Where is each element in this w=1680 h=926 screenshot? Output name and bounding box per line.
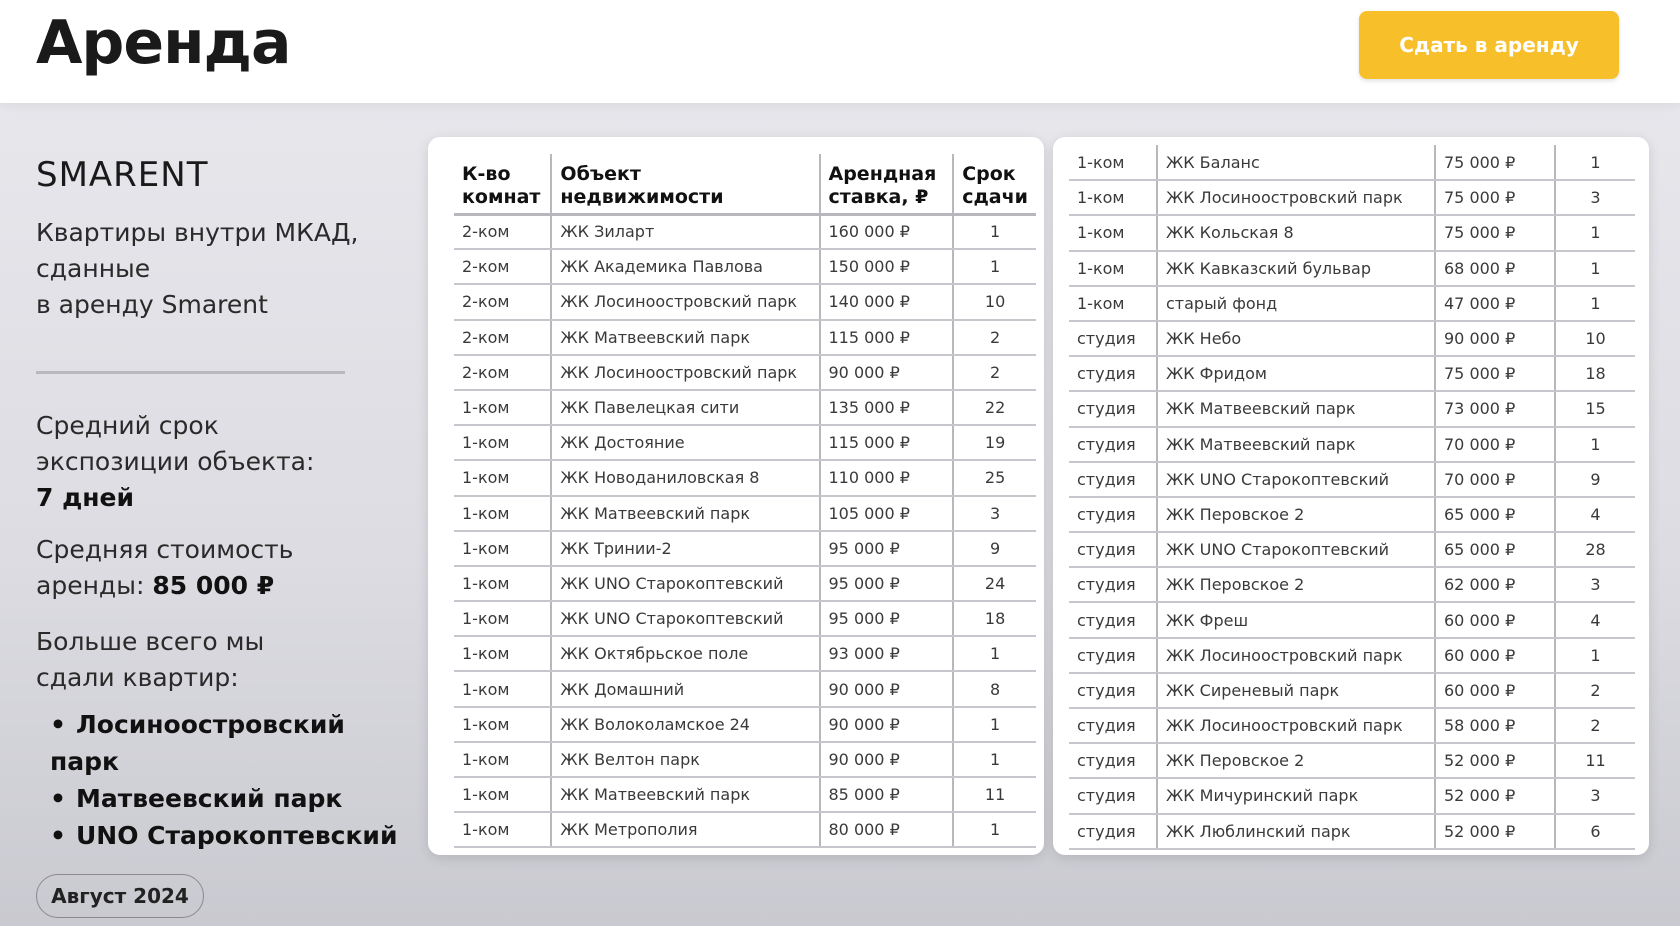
cell-object: ЖК UNO Старокоптевский xyxy=(551,601,819,636)
table-row xyxy=(1069,286,1635,321)
cell-object: ЖК Кавказский бульвар xyxy=(1157,251,1435,286)
page-title: Аренда xyxy=(36,8,291,78)
cell-term: 10 xyxy=(953,284,1036,319)
cell-object: ЖК Матвеевский парк xyxy=(551,320,819,355)
cell-object: ЖК Домашний xyxy=(551,671,819,706)
divider xyxy=(36,371,345,374)
cell-rate: 150 000 ₽ xyxy=(820,249,954,284)
table-row xyxy=(1069,814,1635,849)
cell-rate: 68 000 ₽ xyxy=(1435,251,1555,286)
table-row xyxy=(454,390,1036,425)
cell-rooms: студия xyxy=(1069,462,1157,497)
cell-rooms: 2-ком xyxy=(454,214,551,249)
header-rate: Арендная ставка, ₽ xyxy=(820,154,954,214)
cell-rooms: 1-ком xyxy=(454,636,551,671)
cell-term: 1 xyxy=(1555,427,1635,462)
table-row xyxy=(454,636,1036,671)
avg-cost-label: Средняя стоимость xyxy=(36,535,294,564)
exposure-label: экспозиции объекта: xyxy=(36,447,315,476)
cell-rate: 90 000 ₽ xyxy=(820,707,954,742)
table-row xyxy=(454,566,1036,601)
cell-rooms: студия xyxy=(1069,497,1157,532)
table-row xyxy=(1069,180,1635,215)
table-row xyxy=(1069,638,1635,673)
bullet-icon: • xyxy=(50,784,66,813)
rent-out-button[interactable]: Сдать в аренду xyxy=(1359,11,1619,79)
cell-object: ЖК Матвеевский парк xyxy=(551,777,819,812)
table-row xyxy=(1069,567,1635,602)
cell-rate: 52 000 ₽ xyxy=(1435,743,1555,778)
cell-rate: 60 000 ₽ xyxy=(1435,673,1555,708)
cell-rooms: 1-ком xyxy=(454,566,551,601)
cell-object: ЖК Лосиноостровский парк xyxy=(1157,708,1435,743)
cell-object: ЖК Лосиноостровский парк xyxy=(551,355,819,390)
cell-rate: 75 000 ₽ xyxy=(1435,356,1555,391)
cell-object: ЖК Лосиноостровский парк xyxy=(1157,180,1435,215)
table-row xyxy=(1069,778,1635,813)
cell-rooms: 1-ком xyxy=(454,707,551,742)
cell-object: ЖК Фреш xyxy=(1157,602,1435,637)
table-row xyxy=(1069,251,1635,286)
cell-object: ЖК UNO Старокоптевский xyxy=(1157,462,1435,497)
cell-term: 1 xyxy=(953,214,1036,249)
cell-rate: 140 000 ₽ xyxy=(820,284,954,319)
cell-term: 1 xyxy=(953,742,1036,777)
cell-rate: 62 000 ₽ xyxy=(1435,567,1555,602)
table-row xyxy=(454,460,1036,495)
cell-term: 25 xyxy=(953,460,1036,495)
cell-object: ЖК UNO Старокоптевский xyxy=(551,566,819,601)
cell-object: ЖК Велтон парк xyxy=(551,742,819,777)
cell-term: 9 xyxy=(953,531,1036,566)
cell-term: 2 xyxy=(1555,708,1635,743)
cell-rate: 75 000 ₽ xyxy=(1435,180,1555,215)
cell-rooms: студия xyxy=(1069,602,1157,637)
table-row xyxy=(1069,602,1635,637)
cell-rate: 75 000 ₽ xyxy=(1435,215,1555,250)
cell-rate: 60 000 ₽ xyxy=(1435,602,1555,637)
cell-rate: 90 000 ₽ xyxy=(820,355,954,390)
cell-object: ЖК Перовское 2 xyxy=(1157,567,1435,602)
cell-rooms: 1-ком xyxy=(454,390,551,425)
sidebar xyxy=(36,155,416,854)
cell-rooms: 1-ком xyxy=(454,671,551,706)
cell-object: ЖК Метрополия xyxy=(551,812,819,847)
cell-rooms: 2-ком xyxy=(454,355,551,390)
cell-rooms: студия xyxy=(1069,778,1157,813)
cell-rooms: студия xyxy=(1069,567,1157,602)
cell-object: ЖК Баланс xyxy=(1157,145,1435,180)
table-row xyxy=(1069,427,1635,462)
rentals-table-card-right xyxy=(1053,137,1649,855)
cell-rate: 80 000 ₽ xyxy=(820,812,954,847)
cell-object: ЖК Матвеевский парк xyxy=(1157,391,1435,426)
header-object: Объект недвижимости xyxy=(551,154,819,214)
cell-term: 1 xyxy=(1555,638,1635,673)
cell-rooms: 2-ком xyxy=(454,249,551,284)
table-row xyxy=(454,742,1036,777)
cell-rate: 90 000 ₽ xyxy=(1435,321,1555,356)
cell-rooms: 1-ком xyxy=(454,531,551,566)
cell-rate: 52 000 ₽ xyxy=(1435,814,1555,849)
cell-object: ЖК Матвеевский парк xyxy=(1157,427,1435,462)
cell-term: 15 xyxy=(1555,391,1635,426)
table-row xyxy=(454,671,1036,706)
table-row xyxy=(454,249,1036,284)
table-row xyxy=(1069,462,1635,497)
cell-rooms: студия xyxy=(1069,638,1157,673)
table-row xyxy=(454,777,1036,812)
cell-term: 2 xyxy=(953,320,1036,355)
cell-term: 1 xyxy=(1555,286,1635,321)
cell-rooms: 1-ком xyxy=(454,425,551,460)
cell-term: 18 xyxy=(953,601,1036,636)
cell-term: 1 xyxy=(1555,251,1635,286)
cell-object: ЖК Тринии-2 xyxy=(551,531,819,566)
cell-rooms: студия xyxy=(1069,321,1157,356)
cell-rooms: студия xyxy=(1069,814,1157,849)
cell-term: 1 xyxy=(953,812,1036,847)
cell-rooms: 1-ком xyxy=(454,496,551,531)
cell-term: 11 xyxy=(1555,743,1635,778)
header xyxy=(0,0,1680,103)
cell-rooms: 1-ком xyxy=(454,601,551,636)
cell-rate: 95 000 ₽ xyxy=(820,566,954,601)
cell-term: 3 xyxy=(1555,778,1635,813)
cell-object: ЖК Фридом xyxy=(1157,356,1435,391)
table-row xyxy=(1069,708,1635,743)
table-row xyxy=(1069,145,1635,180)
cell-rate: 47 000 ₽ xyxy=(1435,286,1555,321)
cell-rate: 135 000 ₽ xyxy=(820,390,954,425)
header-rooms: К-во комнат xyxy=(454,154,551,214)
cell-term: 1 xyxy=(953,636,1036,671)
cell-object: старый фонд xyxy=(1157,286,1435,321)
cell-rate: 65 000 ₽ xyxy=(1435,532,1555,567)
cell-object: ЖК Лосиноостровский парк xyxy=(551,284,819,319)
cell-term: 19 xyxy=(953,425,1036,460)
cell-term: 9 xyxy=(1555,462,1635,497)
brand-name: SMARENT xyxy=(36,155,209,195)
cell-rooms: студия xyxy=(1069,532,1157,567)
cell-term: 18 xyxy=(1555,356,1635,391)
cell-rooms: 1-ком xyxy=(454,460,551,495)
exposure-label: Средний срок xyxy=(36,411,219,440)
table-row xyxy=(454,320,1036,355)
avg-cost-line: аренды: 85 000 ₽ xyxy=(36,571,275,600)
cell-object: ЖК Зиларт xyxy=(551,214,819,249)
cell-rate: 90 000 ₽ xyxy=(820,671,954,706)
rentals-table-right xyxy=(1069,145,1635,850)
cell-object: ЖК Перовское 2 xyxy=(1157,743,1435,778)
cell-object: ЖК Достояние xyxy=(551,425,819,460)
cell-object: ЖК Матвеевский парк xyxy=(551,496,819,531)
table-row xyxy=(454,355,1036,390)
table-row xyxy=(1069,673,1635,708)
cell-term: 2 xyxy=(1555,673,1635,708)
date-badge: Август 2024 xyxy=(36,874,204,918)
cell-rooms: 2-ком xyxy=(454,284,551,319)
list-item: • UNO Старокоптевский xyxy=(50,817,416,854)
table-row xyxy=(1069,497,1635,532)
cell-term: 8 xyxy=(953,671,1036,706)
cell-rate: 70 000 ₽ xyxy=(1435,427,1555,462)
cell-rooms: 1-ком xyxy=(1069,251,1157,286)
cell-rate: 75 000 ₽ xyxy=(1435,145,1555,180)
cell-rate: 95 000 ₽ xyxy=(820,601,954,636)
cell-term: 4 xyxy=(1555,602,1635,637)
bullet-icon: • xyxy=(50,821,66,850)
cell-rate: 70 000 ₽ xyxy=(1435,462,1555,497)
table-row xyxy=(454,812,1036,847)
cell-term: 28 xyxy=(1555,532,1635,567)
intro-line: сданные xyxy=(36,254,151,283)
cell-rooms: студия xyxy=(1069,427,1157,462)
cell-object: ЖК Перовское 2 xyxy=(1157,497,1435,532)
cell-rate: 52 000 ₽ xyxy=(1435,778,1555,813)
cell-rooms: студия xyxy=(1069,356,1157,391)
cell-object: ЖК Лосиноостровский парк xyxy=(1157,638,1435,673)
table-row xyxy=(454,284,1036,319)
cell-object: ЖК Кольская 8 xyxy=(1157,215,1435,250)
cell-rate: 58 000 ₽ xyxy=(1435,708,1555,743)
cell-object: ЖК Октябрьское поле xyxy=(551,636,819,671)
table-row xyxy=(1069,356,1635,391)
cell-rooms: студия xyxy=(1069,708,1157,743)
cell-object: ЖК Люблинский парк xyxy=(1157,814,1435,849)
cell-rate: 85 000 ₽ xyxy=(820,777,954,812)
cell-rate: 93 000 ₽ xyxy=(820,636,954,671)
cell-object: ЖК Небо xyxy=(1157,321,1435,356)
cell-term: 1 xyxy=(953,707,1036,742)
cell-rate: 90 000 ₽ xyxy=(820,742,954,777)
rentals-table-left xyxy=(454,154,1036,848)
cell-rooms: 1-ком xyxy=(454,777,551,812)
cell-rooms: 1-ком xyxy=(1069,180,1157,215)
bullet-icon: • xyxy=(50,710,66,739)
avg-cost-stat xyxy=(36,532,416,604)
cell-rate: 160 000 ₽ xyxy=(820,214,954,249)
cell-object: ЖК Новоданиловская 8 xyxy=(551,460,819,495)
table-row xyxy=(454,601,1036,636)
cell-rooms: студия xyxy=(1069,391,1157,426)
avg-cost-value: 85 000 ₽ xyxy=(152,571,275,600)
cell-rate: 115 000 ₽ xyxy=(820,425,954,460)
cell-term: 1 xyxy=(1555,215,1635,250)
table-row xyxy=(1069,391,1635,426)
most-rented-stat xyxy=(36,624,416,696)
intro-line: Квартиры внутри МКАД, xyxy=(36,218,359,247)
exposure-value: 7 дней xyxy=(36,483,135,512)
cell-object: ЖК Волоколамское 24 xyxy=(551,707,819,742)
intro-text xyxy=(36,215,416,323)
table-row xyxy=(1069,321,1635,356)
table-row xyxy=(454,496,1036,531)
cell-rooms: 1-ком xyxy=(454,742,551,777)
exposure-stat xyxy=(36,408,416,516)
cell-rooms: 1-ком xyxy=(1069,286,1157,321)
cell-term: 1 xyxy=(953,249,1036,284)
cell-term: 3 xyxy=(1555,180,1635,215)
cell-term: 3 xyxy=(1555,567,1635,602)
cell-term: 6 xyxy=(1555,814,1635,849)
cell-rate: 115 000 ₽ xyxy=(820,320,954,355)
top-complexes-list xyxy=(36,706,416,854)
cell-term: 11 xyxy=(953,777,1036,812)
table-row xyxy=(454,707,1036,742)
cell-rate: 110 000 ₽ xyxy=(820,460,954,495)
cell-rooms: 2-ком xyxy=(454,320,551,355)
cell-term: 24 xyxy=(953,566,1036,601)
cell-rate: 60 000 ₽ xyxy=(1435,638,1555,673)
rentals-table-card-left xyxy=(428,137,1044,855)
cell-object: ЖК UNO Старокоптевский xyxy=(1157,532,1435,567)
cell-term: 22 xyxy=(953,390,1036,425)
cell-rate: 105 000 ₽ xyxy=(820,496,954,531)
table-row xyxy=(454,425,1036,460)
cell-object: ЖК Сиреневый парк xyxy=(1157,673,1435,708)
cell-rate: 65 000 ₽ xyxy=(1435,497,1555,532)
cell-term: 4 xyxy=(1555,497,1635,532)
cell-object: ЖК Павелецкая сити xyxy=(551,390,819,425)
cell-term: 10 xyxy=(1555,321,1635,356)
header-term: Срок сдачи xyxy=(953,154,1036,214)
cell-rooms: студия xyxy=(1069,743,1157,778)
table-row xyxy=(1069,532,1635,567)
most-rented-label: сдали квартир: xyxy=(36,663,239,692)
list-item: • Лосиноостровский парк xyxy=(50,706,416,780)
cell-term: 3 xyxy=(953,496,1036,531)
cell-rooms: 1-ком xyxy=(1069,145,1157,180)
most-rented-label: Больше всего мы xyxy=(36,627,265,656)
table-row xyxy=(454,531,1036,566)
cell-rate: 95 000 ₽ xyxy=(820,531,954,566)
cell-rooms: студия xyxy=(1069,673,1157,708)
cell-rate: 73 000 ₽ xyxy=(1435,391,1555,426)
cell-rooms: 1-ком xyxy=(1069,215,1157,250)
cell-term: 2 xyxy=(953,355,1036,390)
cell-term: 1 xyxy=(1555,145,1635,180)
cell-object: ЖК Академика Павлова xyxy=(551,249,819,284)
intro-line: в аренду Smarent xyxy=(36,290,268,319)
table-row xyxy=(454,214,1036,249)
list-item: • Матвеевский парк xyxy=(50,780,416,817)
table-row xyxy=(1069,215,1635,250)
table-row xyxy=(1069,743,1635,778)
cell-object: ЖК Мичуринский парк xyxy=(1157,778,1435,813)
cell-rooms: 1-ком xyxy=(454,812,551,847)
